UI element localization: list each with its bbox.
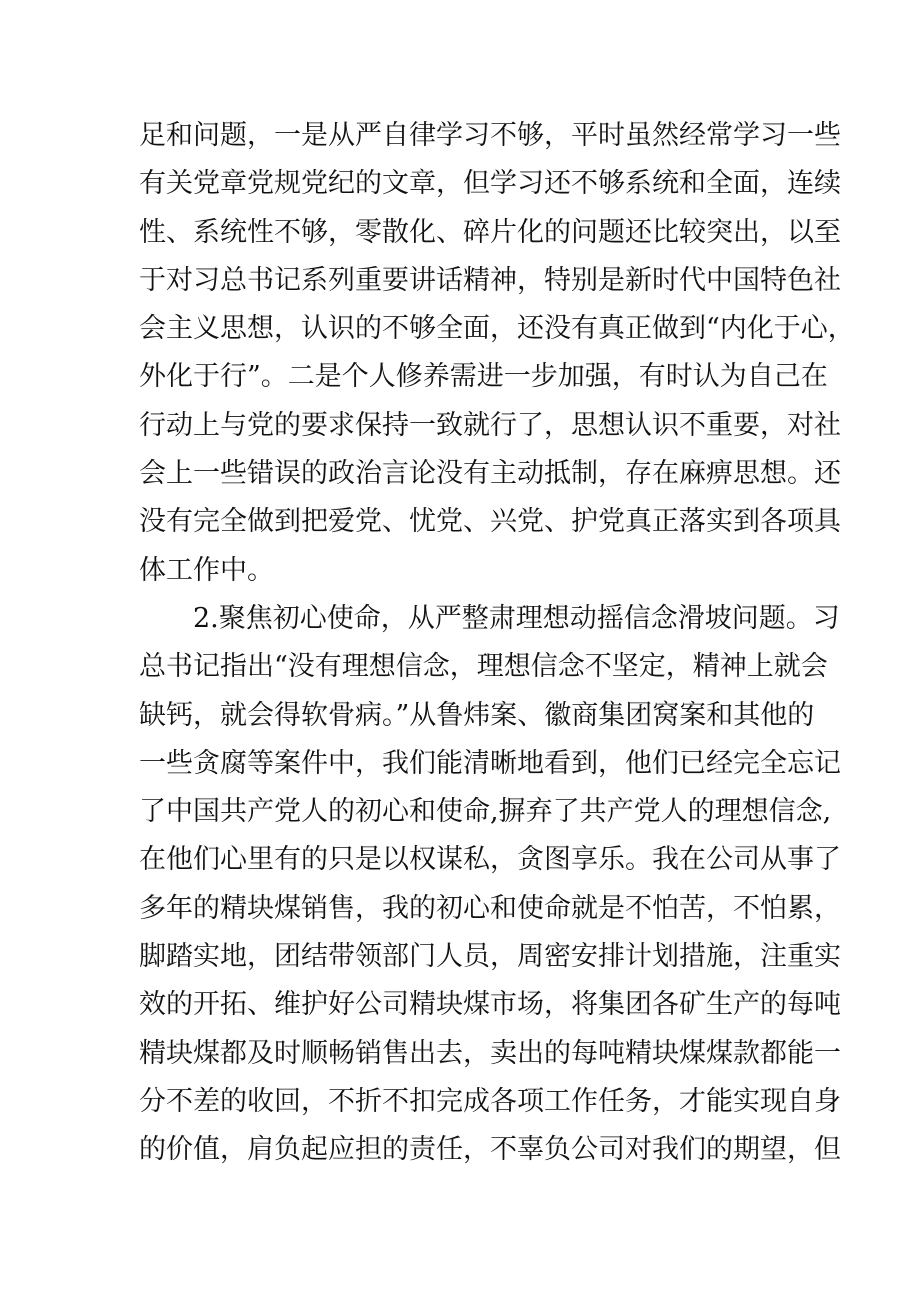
text-line: 多年的精块煤销售，我的初心和使命就是不怕苦，不怕累， xyxy=(139,892,841,924)
text-line: 有关党章党规党纪的文章，但学习还不够系统和全面，连续 xyxy=(139,168,841,200)
document-body xyxy=(139,112,855,1175)
text-line: 会主义思想，认识的不够全面，还没有真正做到“内化于心， xyxy=(139,313,855,345)
text-line: 外化于行”。二是个人修养需进一步加强，有时认为自己在 xyxy=(139,361,828,393)
text-line: 会上一些错误的政治言论没有主动抵制，存在麻痹思想。还 xyxy=(139,458,841,490)
text-line: 于对习总书记系列重要讲话精神，特别是新时代中国特色社 xyxy=(139,264,841,296)
text-line: 在他们心里有的只是以权谋私，贪图享乐。我在公司从事了 xyxy=(139,844,841,876)
text-line: 的价值，肩负起应担的责任，不辜负公司对我们的期望，但 xyxy=(139,1134,841,1166)
text-line-paragraph-start: 2.聚焦初心使命，从严整肃理想动摇信念滑坡问题。习 xyxy=(193,602,840,634)
text-line: 总书记指出“没有理想信念，理想信念不坚定，精神上就会 xyxy=(139,651,828,683)
text-line-paragraph-end: 体工作中。 xyxy=(139,554,274,586)
text-line: 足和问题，一是从严自律学习不够，平时虽然经常学习一些 xyxy=(139,120,841,151)
text-line: 缺钙，就会得软骨病。”从鲁炜案、徽商集团窝案和其他的 xyxy=(139,699,815,731)
text-line: 精块煤都及时顺畅销售出去，卖出的每吨精块煤煤款都能一 xyxy=(139,1037,841,1069)
text-line: 没有完全做到把爱党、忧党、兴党、护党真正落实到各项具 xyxy=(139,506,841,538)
text-line: 一些贪腐等案件中，我们能清晰地看到，他们已经完全忘记 xyxy=(139,747,841,779)
text-line: 行动上与党的要求保持一致就行了，思想认识不重要，对社 xyxy=(139,409,841,441)
text-line: 脚踏实地，团结带领部门人员，周密安排计划措施，注重实 xyxy=(139,941,841,973)
text-line: 效的开拓、维护好公司精块煤市场，将集团各矿生产的每吨 xyxy=(139,989,841,1021)
text-line: 性、系统性不够，零散化、碎片化的问题还比较突出，以至 xyxy=(139,216,841,248)
text-line: 了中国共产党人的初心和使命,摒弃了共产党人的理想信念, xyxy=(139,796,832,828)
text-line: 分不差的收回，不折不扣完成各项工作任务，才能实现自身 xyxy=(139,1085,841,1117)
